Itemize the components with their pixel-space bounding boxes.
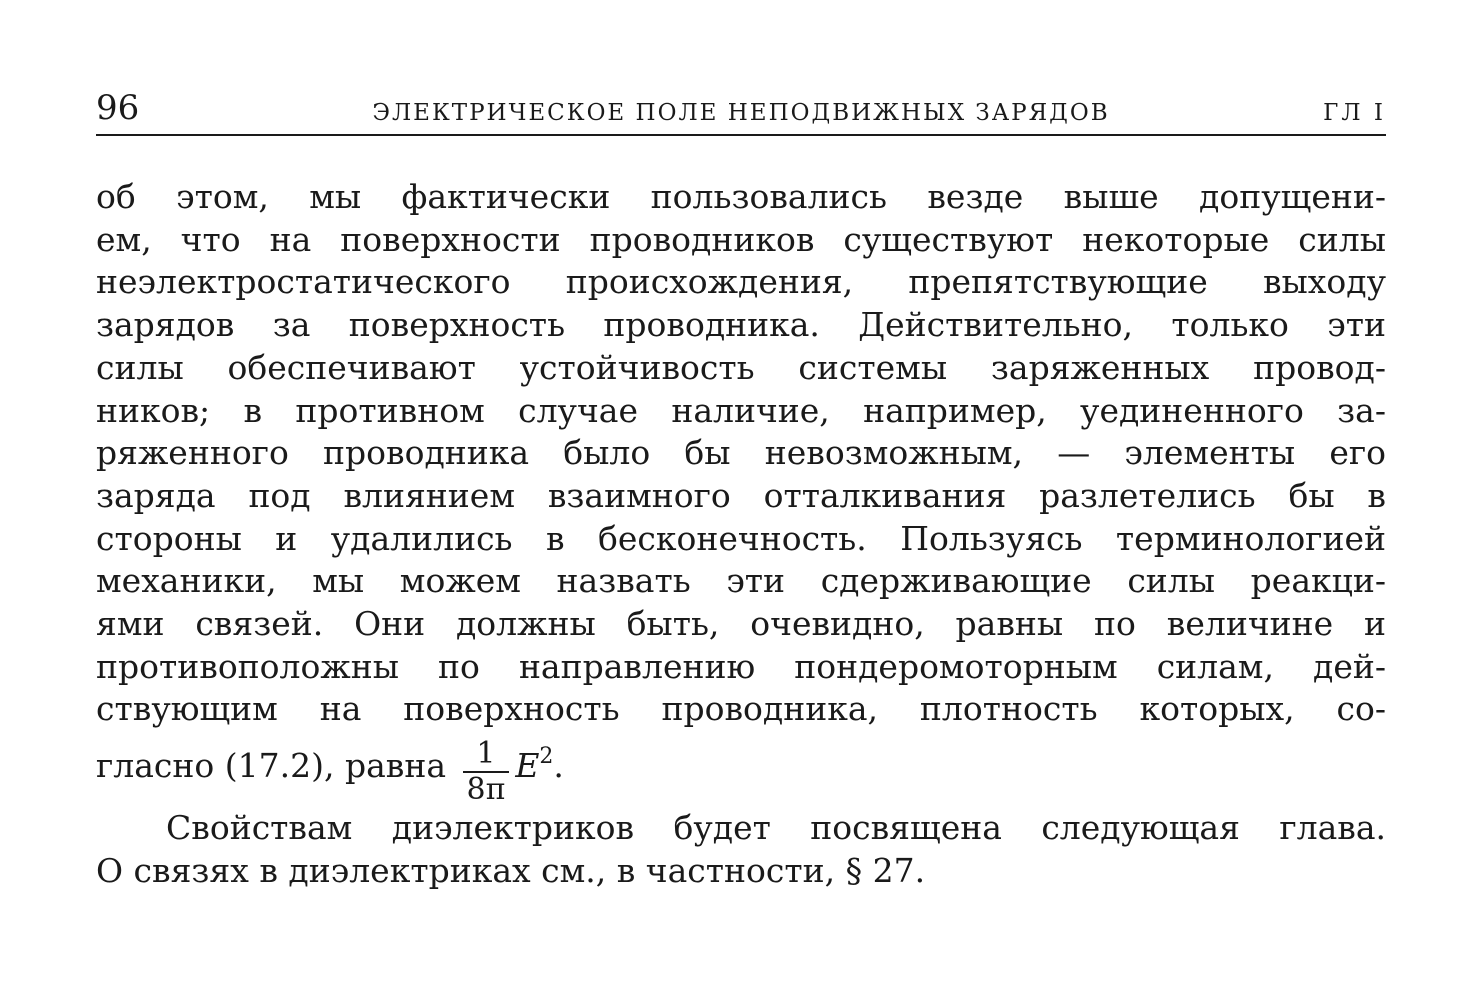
text-line: стороны и удалились в бесконечность. Пользуясь терминологией (96, 518, 1386, 558)
body-text (96, 176, 1386, 893)
text-line: зарядов за поверхность проводника. Действительно, только эти (96, 305, 1386, 345)
final-punctuation: . (553, 746, 564, 786)
text-line: Свойствам диэлектриков будет посвящена следующая глава. (166, 808, 1386, 848)
text-line: ников; в противном случае наличие, например, уединенного за- (96, 390, 1386, 430)
paragraph (96, 176, 1386, 808)
text-line: силы обеспечивают устойчивость системы заряженных провод- (96, 347, 1386, 387)
paragraph (96, 807, 1386, 892)
text-line: ряженного проводника было бы невозможным, — элементы его (96, 433, 1386, 473)
text-line: О связях в диэлектриках см., в частности, § 27. (96, 850, 926, 890)
page-number: 96 (96, 88, 140, 128)
text-line: неэлектростатического происхождения, препятствующие выходу (96, 262, 1386, 302)
fraction (463, 737, 510, 807)
text-line: заряда под влиянием взаимного отталкивания разлетелись бы в (96, 475, 1386, 515)
exponent: 2 (539, 744, 554, 770)
text-line: противоположны по направлению пондеромоторным силам, дей- (96, 646, 1386, 686)
text-line: ствующим на поверхность проводника, плотность которых, со- (96, 689, 1386, 729)
text-line: ями связей. Они должны быть, очевидно, равны по величине и (96, 604, 1386, 644)
text-line: об этом, мы фактически пользовались везде выше допущени- (96, 177, 1386, 216)
text-line: ем, что на поверхности проводников существуют некоторые силы (96, 219, 1386, 259)
text-line: механики, мы можем назвать эти сдерживающие силы реакци- (96, 561, 1386, 601)
chapter-reference: ГЛ I (1323, 100, 1386, 126)
fraction-numerator: 1 (463, 737, 510, 773)
formula-line (96, 733, 1386, 808)
running-title: ЭЛЕКТРИЧЕСКОЕ ПОЛЕ НЕПОДВИЖНЫХ ЗАРЯДОВ (372, 100, 1110, 126)
book-page (96, 88, 1386, 893)
field-symbol: E (515, 746, 540, 786)
fraction-denominator: 8π (466, 772, 506, 808)
formula-prefix-text: гласно (17.2), равна (96, 746, 447, 786)
running-head (96, 88, 1386, 136)
